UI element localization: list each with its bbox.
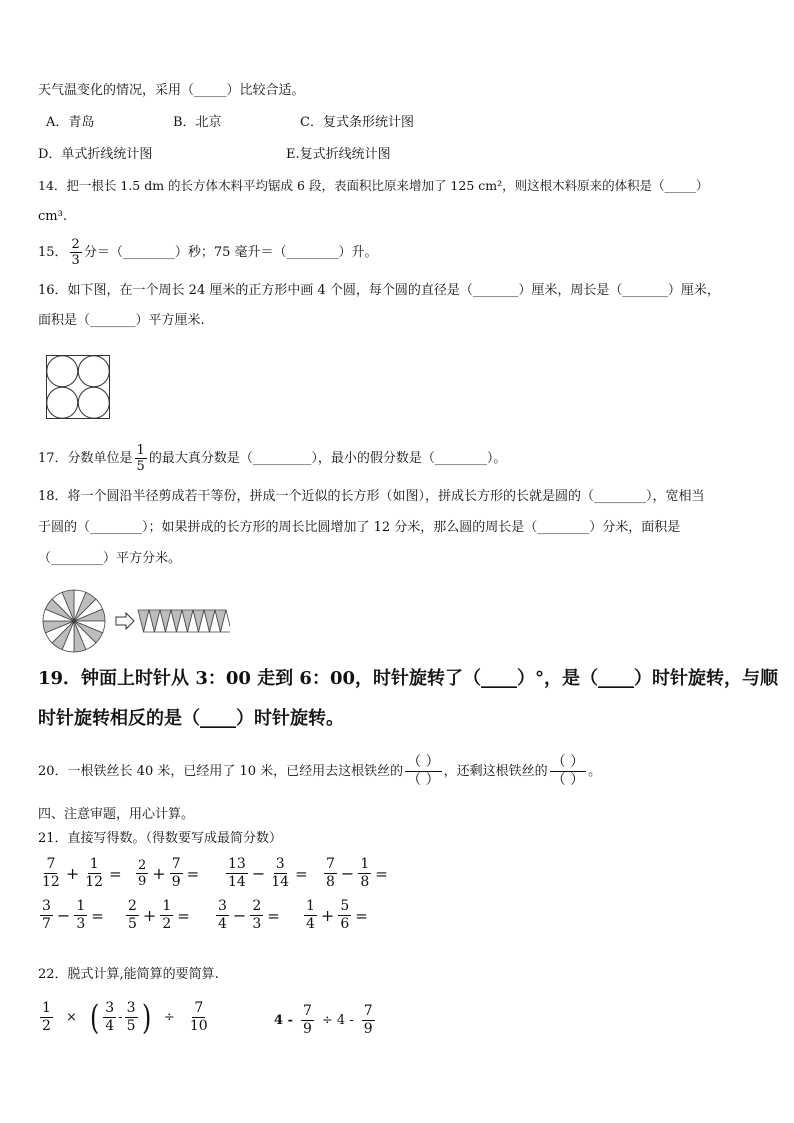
q18-line1: 18．将一个圆沿半径剪成若干等份，拼成一个近似的长方形（如图），拼成长方形的长就是圆的（________），宽相当 [38,489,705,504]
q18-line2: 于圆的（________）；如果拼成的长方形的周长比圆增加了 12 分米，那么圆的周长是（________）分米，面积是 [38,520,681,535]
times-operator: × [66,1010,77,1025]
numerator: 2 [128,898,137,914]
denominator: 5 [126,1018,136,1034]
denominator: 3 [252,916,262,932]
q20-blank-fraction-2 [550,754,586,789]
operator: − [56,906,71,925]
q17-line [38,441,506,477]
q22-expr-2 [272,1003,377,1038]
equals: = [177,906,190,925]
denominator: 8 [360,874,370,890]
q13-option-a: A．青岛 [46,115,95,130]
minus-operator: - [118,1010,123,1025]
denominator: 4 [306,916,315,932]
figure-square [47,356,110,419]
numerator: 7 [171,856,181,872]
q18-line3: （________）平方分米。 [38,551,182,566]
denominator: 14 [271,874,290,890]
denominator: 12 [85,874,104,890]
q13-option-c: C．复式条形统计图 [300,115,414,130]
numerator: 7 [194,1000,204,1016]
q15-fraction [70,237,82,268]
numerator: 3 [275,856,285,872]
q16-line1: 16．如下图，在一个周长 24 厘米的正方形中画 4 个圆，每个圆的直径是（_______）厘米，周长是（_______）厘米， [38,283,720,298]
operator: + [142,906,157,925]
operator: + [320,906,335,925]
operator: − [232,906,247,925]
equals: = [355,906,368,925]
blank-numerator: （ ） [551,754,585,770]
denominator: 4 [105,1018,115,1034]
q20-end: 。 [588,764,602,779]
denominator: 9 [302,1021,312,1037]
equals: = [295,864,308,883]
term-four-minus: 4 - [274,1013,293,1028]
figure-circle [47,387,78,418]
q17-pre: 17．分数单位是 [38,451,133,466]
numerator: 13 [228,856,246,872]
sectored-circle [43,590,105,652]
blank-numerator: （ ） [407,754,440,770]
numerator: 3 [105,1000,115,1016]
q21-expr-1 [38,856,122,891]
q21-title: 21．直接写得数。（得数要写成最简分数） [38,831,283,846]
denominator: 6 [340,916,350,932]
approx-rectangle-strip [138,610,230,632]
denominator: 5 [128,916,137,932]
q22-expr-1 [38,997,212,1038]
q14-text: 14．把一根长 1.5 dm 的长方体木料平均锯成 6 段，表面积比原来增加了 125 cm²，则这根木料原来的体积是（_____） [38,178,709,193]
operator: − [340,864,355,883]
equals: = [267,906,280,925]
q21-expr-2 [134,856,199,891]
denominator: 9 [171,874,181,890]
numerator: 7 [302,1003,312,1019]
q17-frac-numerator: 1 [136,443,145,458]
operator: + [152,864,166,883]
denominator: 12 [42,874,60,890]
figure-circle [78,387,109,418]
operator: + [65,864,80,883]
q17-frac-denominator: 5 [136,459,145,474]
numerator: 1 [162,898,172,914]
q21-expr-4 [322,856,388,891]
q16-line2: 面积是（_______）平方厘米. [38,313,205,328]
numerator: 1 [360,856,370,872]
denominator: 8 [326,874,335,890]
q13-option-e: E.复式折线统计图 [286,147,391,162]
numerator: 3 [126,1000,136,1016]
figure-circle [47,356,78,387]
q22-title: 22．脱式计算,能简算的要简算. [38,967,219,982]
divide-four-minus: ÷ 4 - [321,1013,354,1028]
equals: = [375,864,388,883]
numerator: 1 [89,856,99,872]
q15-rest: 分＝（________）秒；75 毫升＝（________）升。 [83,245,378,260]
denominator: 10 [189,1018,208,1034]
numerator: 7 [363,1003,373,1019]
numerator: 1 [306,898,315,914]
numerator: 3 [218,898,227,914]
arrow-icon [116,613,134,629]
denominator: 2 [42,1018,51,1034]
numerator: 5 [340,898,350,914]
denominator: 9 [138,874,147,889]
blank-denominator: （ ） [407,772,440,788]
section-4-title: 四、注意审题，用心计算。 [38,807,195,822]
q20-pre: 20．一根铁丝长 40 米，已经用了 10 米，已经用去这根铁丝的 [38,764,404,779]
numerator: 2 [252,898,262,914]
q14-unit: cm³. [38,209,67,224]
q21-expr-6 [124,898,190,933]
equals: = [91,906,104,925]
divide-operator: ÷ [163,1010,175,1025]
right-paren: ) [141,997,151,1038]
numerator: 7 [326,856,335,872]
q15-frac-numerator: 2 [71,237,80,252]
q19-line1: 19．钟面上时针从 3：00 走到 6：00，时针旋转了（____）°，是（____）时针旋转，与顺 [38,668,778,689]
q21-expr-8 [302,898,368,933]
q13-stem: 天气温变化的情况，采用（_____）比较合适。 [38,83,305,98]
q15-number: 15． [38,245,68,260]
q20-mid: ，还剩这根铁丝的 [443,764,548,779]
denominator: 7 [42,916,51,932]
operator: − [251,864,266,883]
numerator: 3 [42,898,51,914]
blank-denominator: （ ） [551,772,585,788]
numerator: 2 [138,858,147,873]
q21-expr-7 [214,898,280,933]
q17-fraction [135,443,147,474]
figure-circle [78,356,109,387]
q19-line2: 时针旋转相反的是（____）时针旋转。 [38,708,344,729]
denominator: 3 [76,916,86,932]
numerator: 1 [42,1000,51,1016]
q13-option-b: B．北京 [173,115,222,130]
q15-frac-denominator: 3 [71,253,80,268]
denominator: 14 [228,874,246,890]
q17-post: 的最大真分数是（_________），最小的假分数是（________）。 [148,451,507,466]
numerator: 1 [76,898,86,914]
numerator: 7 [46,856,56,872]
equals: = [186,864,200,883]
q21-expr-5 [38,898,104,933]
denominator: 2 [162,916,172,932]
square-four-circles-figure [46,355,110,419]
q20-blank-fraction-1 [405,754,441,789]
q20-line [38,748,601,796]
denominator: 4 [218,916,227,932]
q13-option-d: D．单式折线统计图 [38,147,153,162]
circle-to-rectangle-figure [40,586,230,656]
equals: = [109,864,122,883]
denominator: 9 [363,1021,373,1037]
q21-expr-3 [224,856,308,891]
q15-line [38,236,378,270]
left-paren: ( [90,997,100,1038]
